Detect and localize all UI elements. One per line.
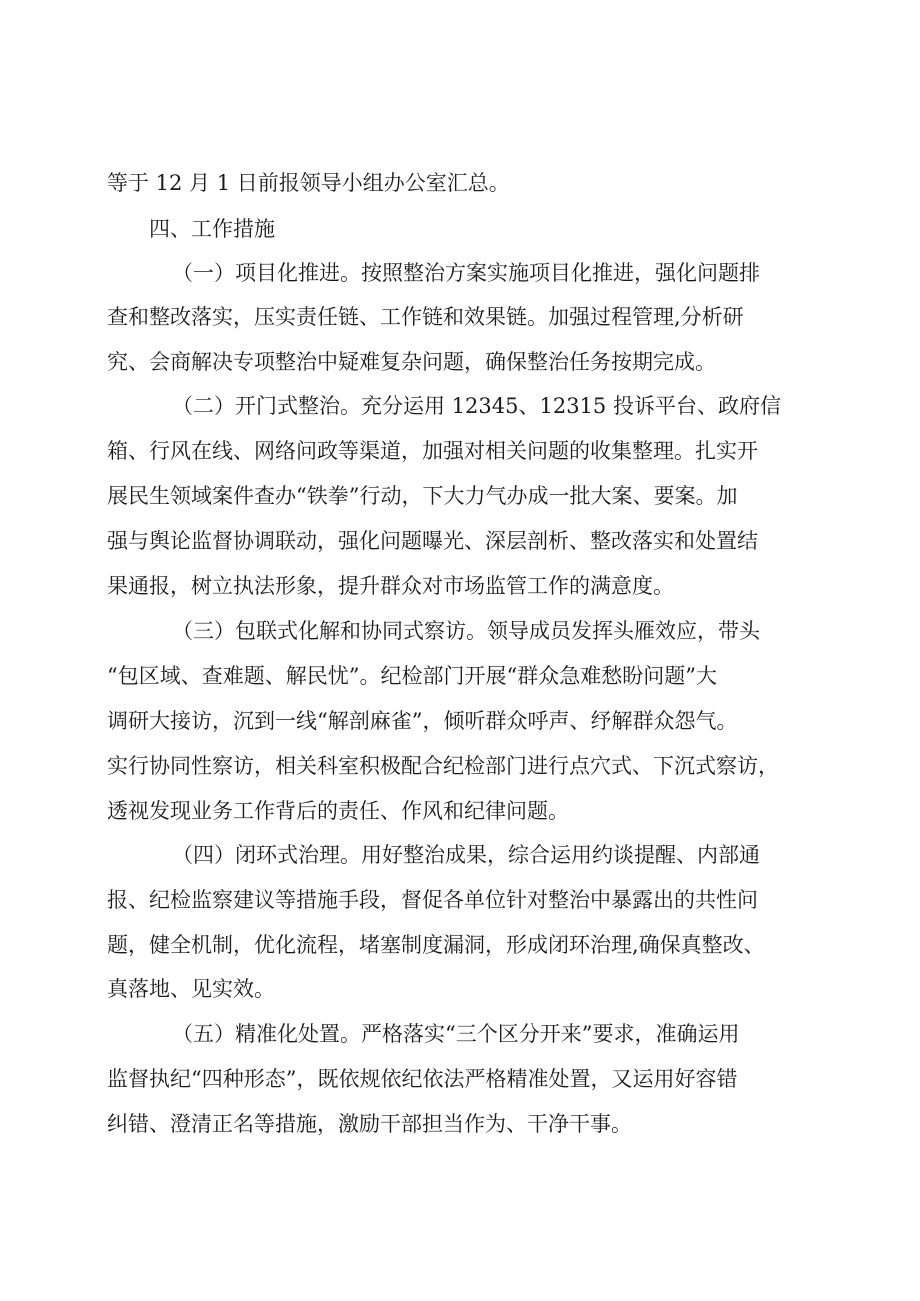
paragraph-line: 题，健全机制，优化流程，堵塞制度漏洞，形成闭环治理,确保真整改、 <box>107 933 765 957</box>
paragraph-line: 果通报，树立执法形象，提升群众对市场监管工作的满意度。 <box>107 574 674 598</box>
paragraph-line: 实行协同性察访，相关科室积极配合纪检部门进行点穴式、下沉式察访， <box>107 754 779 778</box>
paragraph-line: （五）精准化处置。严格落实“三个区分开来”要求，准确运用 <box>172 1022 740 1046</box>
paragraph-line: 监督执纪“四种形态”，既依规依纪依法严格精准处置，又运用好容错 <box>107 1067 738 1091</box>
paragraph-line: 查和整改落实，压实责任链、工作链和效果链。加强过程管理,分析研 <box>107 305 744 329</box>
paragraph-line: 强与舆论监督协调联动，强化问题曝光、深层剖析、整改落实和处置结 <box>107 529 758 553</box>
intro-line: 等于 12 月 1 日前报领导小组办公室汇总。 <box>107 171 510 195</box>
paragraph-line: 真落地、见实效。 <box>107 977 275 1001</box>
paragraph-line: “包区域、查难题、解民忧”。纪检部门开展“群众急难愁盼问题”大 <box>107 664 717 688</box>
paragraph-line: 纠错、澄清正名等措施，激励干部担当作为、干净干事。 <box>107 1112 632 1136</box>
paragraph-line: 透视发现业务工作背后的责任、作风和纪律问题。 <box>107 799 569 823</box>
paragraph-line: 展民生领域案件查办“铁拳”行动，下大力气办成一批大案、要案。加 <box>107 484 738 508</box>
paragraph-line: （二）开门式整治。充分运用 12345、12315 投诉平台、政府信 <box>172 394 781 418</box>
paragraph-line: （三）包联式化解和协同式察访。领导成员发挥头雁效应，带头 <box>172 619 760 643</box>
paragraph-line: （四）闭环式治理。用好整治成果，综合运用约谈提醒、内部通 <box>172 843 760 867</box>
paragraph-line: 报、纪检监察建议等措施手段，督促各单位针对整治中暴露出的共性问 <box>107 888 758 912</box>
paragraph-line: （一）项目化推进。按照整治方案实施项目化推进，强化问题排 <box>172 261 760 285</box>
paragraph-line: 箱、行风在线、网络问政等渠道，加强对相关问题的收集整理。扎实开 <box>107 439 758 463</box>
paragraph-line: 究、会商解决专项整治中疑难复杂问题，确保整治任务按期完成。 <box>107 350 716 374</box>
paragraph-line: 调研大接访，沉到一线“解剖麻雀”，倾听群众呼声、纾解群众怨气。 <box>107 709 738 733</box>
section-heading: 四、工作措施 <box>149 217 275 241</box>
